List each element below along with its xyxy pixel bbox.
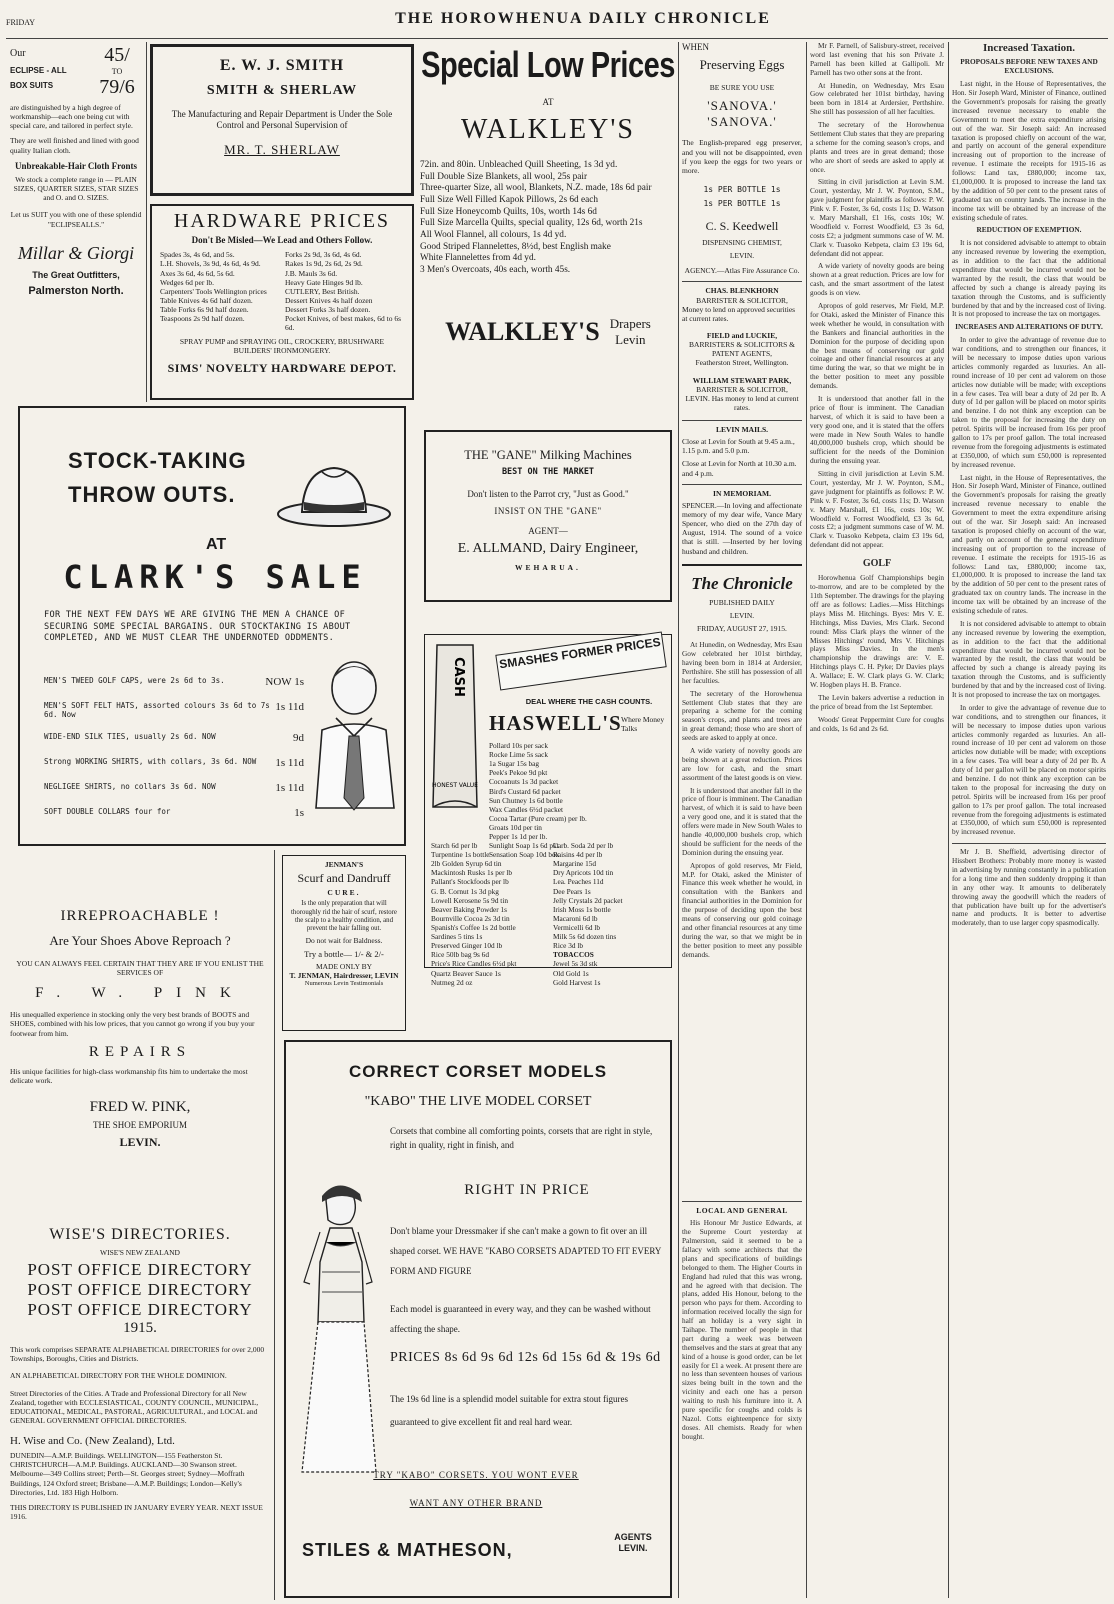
grocery-item: Dee Pears 1s [553, 886, 591, 896]
pink-town: LEVIN. [119, 1135, 161, 1150]
clark-row: MEN'S TWEED GOLF CAPS, were 2s 6d to 3s. NOW 1s [44, 676, 304, 688]
column-four [682, 42, 802, 1600]
grocery-item: Wax Candles 6½d packet [489, 804, 563, 814]
eclipse-firm: Millar & Giorgi [17, 242, 135, 263]
woman-corset-illustration [292, 1172, 386, 1492]
hardware-item: Pocket Knives, of best makes, 6d to 6s 6d. [285, 314, 402, 333]
hardware-title: HARDWARE PRICES [173, 210, 391, 232]
levin-mails: LEVIN MAILS. Close at Levin for South at 9.45 a.m., 1.15 p.m. and 5.0 p.m. Close at Levin for North at 10.30 a.m. and 4 p.m. [682, 420, 802, 478]
col-divider [146, 42, 147, 402]
col-divider [948, 42, 949, 1598]
jenman-made: MADE ONLY BY [315, 961, 373, 971]
clark-rows [44, 672, 304, 823]
pink-name: F. W. PINK [35, 985, 245, 1002]
pink-body2: His unique facilities for high-class workmanship fits him to undertake the most delicate work. [10, 1066, 248, 1085]
clark-title1: STOCK-TAKING [68, 448, 247, 473]
walkleys-town: Levin [615, 332, 646, 348]
chronicle-date: FRIDAY, AUGUST 27, 1915. [697, 624, 787, 634]
gane-town: WEHARUA. [515, 562, 581, 572]
gane-sub: BEST ON THE MARKET [501, 467, 595, 477]
man-in-shirt-illustration [302, 658, 402, 818]
eggs-body: The English-prepared egg preserver, and you will not be disappointed, even if you keep the eggs for two years or more. [682, 138, 802, 175]
eclipse-fronts-head: Unbreakable-Hair Cloth Fronts [14, 160, 137, 171]
eggs-town: LEVIN. [729, 251, 755, 261]
corset-title: CORRECT CORSET MODELS [348, 1062, 608, 1081]
grocery-item: 1a Sugar 15s bag [489, 759, 540, 769]
grocery-item: Preserved Ginger 10d lb [431, 941, 503, 951]
grocery-item: Turpentine 1s bottle [431, 850, 490, 860]
hardware-left-list [160, 250, 279, 332]
hardware-item: Forks 2s 9d, 3s 6d, 4s 6d. [285, 250, 362, 260]
hardware-subtitle: Don't Be Misled—We Lead and Others Follow. [191, 235, 373, 245]
grocery-item: Spanish's Coffee 1s 2d bottle [431, 922, 516, 932]
gane-ad [424, 430, 672, 602]
walkleys-item: Full Double Size Blankets, all wool, 25s pair [420, 171, 588, 182]
wise-body3: Street Directories of the Cities. A Trade and Professional Directory for all New Zealand, together with ECCLESIASTICAL, COUNTY COUNCIL, MUNICIPAL, EDUCATIONAL, MEDICAL, PASTORAL, AGRICULTURAL, and LOCAL and GENERAL GOVERNMENT OFFICIAL DIRECTORIES. [10, 1388, 259, 1425]
hardware-item: Wedges 6d per lb. [160, 277, 214, 287]
clark-title2: THROW OUTS. [68, 482, 236, 507]
grocery-item: Macaroni 6d lb [553, 913, 598, 923]
wise-firm: H. Wise and Co. (New Zealand), Ltd. [10, 1435, 175, 1448]
hardware-item: Spades 3s, 4s 6d, and 5s. [160, 250, 235, 260]
corset-body2: Don't blame your Dressmaker if she can't make a gown to fit over an ill shaped corset. WE HAVE "KABO CORSETS ADAPTED TO FIT EVERY FORM AND FIGURE [390, 1226, 662, 1276]
gane-agent: AGENT— [528, 525, 568, 536]
pink-repairs: REPAIRS [88, 1043, 192, 1060]
walkleys-item: 72in. and 80in. Unbleached Quill Sheeting, 1s 3d yd. [420, 160, 618, 171]
grocery-item: Sardines 5 tins 1s [431, 932, 483, 942]
professional-cards [682, 281, 802, 412]
chronicle-nameplate [682, 564, 802, 633]
hardware-ad [150, 204, 414, 400]
hat-illustration [274, 452, 394, 532]
eggs-name2: 'SANOVA.' [707, 114, 777, 130]
grocery-item: Cocoa Tartar (Pure cream) per lb. [489, 813, 587, 823]
jenman-note: Do not wait for Baldness. [305, 936, 383, 946]
grocery-item: Nutmeg 2d oz [431, 977, 473, 987]
jenman-price: Try a bottle— 1/- & 2/- [304, 948, 384, 959]
haswell-where: Where Money Talks [621, 715, 665, 734]
corset-agents: AGENTS LEVIN. [614, 1532, 652, 1553]
grocery-item: Gold Harvest 1s [553, 977, 601, 987]
grocery-item: Sun Chutney 1s 6d bottle [489, 795, 563, 805]
clarks-sale-ad [18, 406, 406, 846]
hardware-extra: SPRAY PUMP and SPRAYING OIL, CROCKERY, BRUSHWARE BUILDERS' IRONMONGERY. [179, 336, 385, 355]
wise-offices: DUNEDIN—A.M.P. Buildings. WELLINGTON—155 Featherston St. CHRISTCHURCH—A.M.P. Buildings. AUCKLAND—30 Swanson street. Melbourne—349 Collins street; Perth—St. Georges street; Sydney—Moffrath Buildings, 124 Oxford street; Brisbane—A.M.P. Buildings; London—Kelly's Directories, Ltd. 183 High Holborn. [10, 1451, 245, 1497]
eclipse-body1: are distinguished by a high degree of workmanship—each one being cut with special care, and tailored in perfect style. [10, 103, 133, 131]
gane-body: Don't listen to the Parrot cry, "Just as Good." [467, 489, 629, 499]
grocery-item: Rice 50lb bag 9s 6d [431, 950, 489, 960]
grocery-item: Raisins 4d per lb [553, 850, 603, 860]
eclipse-our: Our [10, 48, 26, 59]
grocery-item: Irish Moss 1s bottle [553, 904, 611, 914]
corset-body4: The 19s 6d line is a splendid model suitable for extra stout figures guaranteed to give excellent fit and real hard wear. [390, 1394, 628, 1428]
smith-person: MR. T. SHERLAW [224, 141, 340, 157]
walkleys-ad [420, 44, 676, 404]
corset-price-head: RIGHT IN PRICE [464, 1182, 590, 1198]
card: CHAS. BLENKHORN BARRISTER & SOLICITOR, Money to lend on approved securities at current rates. [682, 286, 796, 323]
grocery-item: Dry Apricots 10d tin [553, 868, 614, 878]
corset-body3: Each model is guaranteed in every way, and they can be washed without affecting the shape. [390, 1304, 651, 1334]
clark-row: MEN'S SOFT FELT HATS, assorted colours 3s 6d to 7s 6d. Now 1s 11d [44, 701, 304, 719]
grocery-item: Carb. Soda 2d per lb [553, 841, 614, 850]
col-divider [806, 42, 807, 1598]
jenman-head: JENMAN'S [324, 860, 364, 869]
corset-sub: "KABO" THE LIVE MODEL CORSET [364, 1094, 592, 1109]
smith-name: E. W. J. SMITH [219, 57, 345, 74]
card: FIELD and LUCKIE, BARRISTERS & SOLICITORS & PATENT AGENTS, Featherston Street, Wellington. [689, 330, 795, 368]
hardware-item: Dessert Forks 3s half dozen. [285, 305, 371, 315]
grocery-item: Jelly Crystals 2d packet [553, 895, 623, 905]
grocery-item: Pallant's Stockfoods per lb [431, 877, 509, 887]
eclipse-all: ECLIPSE - ALL [10, 66, 67, 75]
hardware-item: Heavy Gate Hinges 9d lb. [285, 277, 363, 287]
chronicle-published: PUBLISHED DAILY [709, 597, 775, 607]
hardware-item: Table Knives 4s 6d half dozen. [160, 295, 253, 305]
grocery-item: Peek's Pekoe 9d pkt [489, 768, 548, 778]
walkleys-item: Full Size Honeycomb Quilts, 10s, worth 14s 6d [420, 206, 597, 217]
hardware-item: Table Forks 6s 9d half dozen. [160, 305, 249, 315]
eggs-dispensing: DISPENSING CHEMIST, [702, 237, 782, 247]
pink-enlist: YOU CAN ALWAYS FEEL CERTAIN THAT THEY ARE IF YOU ENLIST THE SERVICES OF [16, 959, 264, 978]
gane-agent-name: E. ALLMAND, Dairy Engineer, [457, 540, 639, 556]
jenman-testimonials: Numerous Levin Testimonials [304, 979, 384, 987]
wise-body1: This work comprises SEPARATE ALPHABETICAL DIRECTORIES for over 2,000 Townships, Boroughs, Cities and Districts. [10, 1345, 265, 1364]
gane-insist: INSIST ON THE "GANE" [494, 506, 602, 517]
hardware-item: Dessert Knives 4s half dozen [285, 295, 373, 305]
walkleys-item: Full Size Well Filled Kapok Pillows, 2s 6d each [420, 195, 599, 206]
grocery-item: Price's Rice Candles 6½d pkt [431, 959, 517, 969]
corset-body1: Corsets that combine all comforting points, corsets that are right in style, right in quality, right in finish, and [390, 1126, 653, 1151]
corset-firm: STILES & MATHESON, [302, 1540, 513, 1560]
walkleys-item: White Flannelettes from 4d yd. [420, 253, 536, 264]
hardware-item: L.H. Shovels, 3s 9d, 4s 6d, 4s 9d. [160, 259, 261, 269]
grocery-item: Milk 5s 6d dozen tins [553, 932, 617, 942]
masthead [0, 0, 1114, 40]
gane-title: THE "GANE" Milking Machines [464, 448, 632, 462]
grocery-item: Sunlight Soap 1s 6d pkt [489, 841, 559, 851]
eggs-when: WHEN [682, 42, 709, 52]
walkleys-item: Good Striped Flannelettes, 8½d, best English make [420, 241, 611, 252]
pink-body1: His unequalled experience in stocking only the very best brands of BOOTS and SHOES, combined with his low prices, that you cannot go wrong if you buy your footwear from him. [10, 1010, 255, 1038]
smith-sherlaw-ad [150, 44, 414, 196]
walkleys-footer-name: WALKLEY'S [445, 317, 600, 347]
haswell-tag: DEAL WHERE THE CASH COUNTS. [525, 697, 653, 706]
eclipse-box-suits: BOX SUITS [10, 81, 54, 91]
grocery-item: Beaver Baking Powder 1s [431, 904, 507, 914]
haswell-left-list [431, 841, 549, 987]
clark-row: NEGLIGEE SHIRTS, no collars 3s 6d. NOW 1s 11d [44, 782, 304, 794]
smith-firm: SMITH & SHERLAW [206, 83, 358, 98]
hardware-item: Carpenters' Tools Wellington prices [160, 286, 267, 296]
grocery-item: Groats 10d per tin [489, 822, 542, 832]
hardware-item: Axes 3s 6d, 4s 6d, 5s 6d. [160, 268, 235, 278]
walkleys-item: 3 Men's Overcoats, 40s each, worth 45s. [420, 264, 571, 275]
eclipse-firm-town: Palmerston North. [28, 284, 124, 297]
smith-body: The Manufacturing and Repair Department is Under the Sole Control and Personal Supervision of [171, 109, 393, 131]
svg-text:CASH: CASH [451, 657, 466, 697]
grocery-item: Cocoanuts 1s 3d packet [489, 777, 559, 787]
eggs-sure: BE SURE YOU USE [709, 83, 775, 93]
corset-want: WANT ANY OTHER BRAND [409, 1498, 543, 1508]
grocery-item: Pepper 1s 1d per lb. [489, 832, 548, 842]
wise-ad [10, 1226, 270, 1600]
grocery-item: G. B. Cornut 1s 3d pkg [431, 886, 499, 896]
corset-try: TRY "KABO" CORSETS. YOU WONT EVER [373, 1470, 579, 1480]
haswell-right-list [553, 841, 669, 987]
clark-row: WIDE-END SILK TIES, usually 2s 6d. NOW 9d [44, 732, 304, 744]
grocery-item: Quartz Beaver Sauce 1s [431, 968, 501, 978]
corset-ad [284, 1040, 672, 1598]
masthead-day: FRIDAY [6, 18, 36, 27]
jenman-ad [282, 855, 406, 1031]
clark-at: AT [206, 536, 227, 553]
grocery-item: Rocke Lime 5s sack [489, 750, 548, 760]
eclipse-price-from: 45/ [104, 44, 130, 66]
haswell-name: HASWELL'S [489, 711, 622, 735]
grocery-item: TOBACCOS [553, 950, 594, 960]
wise-sub: WISE'S NEW ZEALAND [100, 1248, 180, 1257]
eggs-name1: 'SANOVA.' [707, 98, 777, 114]
grocery-item: Lowell Kerosene 5s 9d tin [431, 895, 509, 905]
walkleys-item: Three-quarter Size, all wool, Blankets, N.Z. made, 18s 6d pair [420, 183, 652, 194]
eggs-price2: 1s PER BOTTLE 1s [703, 198, 781, 208]
pink-question: Are Your Shoes Above Reproach ? [49, 933, 231, 948]
walkleys-item: All Wool Flannel, all colours, 1s 4d yd. [420, 229, 567, 240]
masthead-title: THE HOROWHENUA DAILY CHRONICLE [395, 10, 771, 27]
grocery-item: Margarine 15d [553, 859, 597, 869]
wise-body2: AN ALPHABETICAL DIRECTORY FOR THE WHOLE DOMINION. [10, 1371, 227, 1381]
clark-intro: FOR THE NEXT FEW DAYS WE ARE GIVING THE MEN A CHANCE OF SECURING SOME SPECIAL BARGAINS. OUR STOCKTAKING IS ABOUT COMPLETED, AND WE MUST CLEAR THE UNDERNOTED ODDMENTS. [44, 610, 351, 644]
chronicle-town: LEVIN. [729, 610, 755, 620]
col-divider [678, 42, 679, 1598]
hardware-item: Rakes 1s 9d, 2s 6d, 2s 9d. [285, 259, 363, 269]
grocery-item: Bournville Cocoa 2s 3d tin [431, 913, 510, 923]
grocery-item: Rice 3d lb [553, 941, 583, 951]
grocery-item: Jewel 5s 3d stk [553, 959, 598, 969]
hardware-firm: SIMS' NOVELTY HARDWARE DEPOT. [167, 360, 397, 375]
tax-footer: Mr J. B. Sheffield, advertising director of Hissbert Brothers: Probably more money is wasted in advertising by running constantly in a publication for a long time and then suddenly dropping it than in any other way. It amounts to deliberately throwing away the goodwill which the readers of that publication have built up for the advertiser's name and products. It is better to advertise moderately, than to use larger copy spasmodically. [952, 843, 1106, 928]
local-and-general: LOCAL AND GENERAL His Honour Mr Justice Edwards, at the Supreme Court yesterday at Palmerston, said it seemed to be a fallacy with some architects that the plans and specifications of buildings belonged to them. The Higher Courts in England had ruled that this was wrong, and he agreed with that decision. The plans, added His Honour, belong to the person who pays for them. According to information received locally the sign for half an holiday is a very sight in Taihape. The number of people in that part during a week was between themselves and the stars at great that any kind of a house is good order, can be let easily for £1 a week. At present there are no less than seventeen houses of various sizes being built in the town and the vicinity and each one has a person waiting to rush his furniture into it. A pure specific for coughs and colds is Nazol. Cotts eighteenpence for sixty doses. All chemists. Ready for when bought. [682, 1201, 802, 1441]
eggs-agency: AGENCY.—Atlas Fire Assurance Co. [684, 266, 800, 276]
haswell-ad [424, 634, 672, 987]
chronicle-title: The Chronicle [691, 573, 793, 593]
wise-title: WISE'S DIRECTORIES. [49, 1226, 231, 1243]
eclipse-price-to: 79/6 [99, 76, 135, 98]
col-divider [274, 850, 275, 1600]
cash-bag-icon [427, 637, 483, 815]
walkleys-store: WALKLEY'S [461, 114, 635, 146]
hardware-item: CUTLERY, Best British. [285, 286, 360, 296]
pink-title: IRREPROACHABLE ! [60, 908, 220, 924]
grocery-item: Bird's Custard 6d packet [489, 786, 561, 796]
walkleys-item: Full Size Marcella Quilts, special quality, 12s 6d, worth 21s [420, 218, 643, 229]
hardware-item: Teaspoons 2s 9d half dozen. [160, 314, 245, 324]
column-six: Increased Taxation. PROPOSALS BEFORE NEW TAXES AND EXCLUSIONS. Last night, in the House of Representatives, the Hon. Sir Joseph Ward, Minister of Finance, outlined the Government's proposals for raising the greatly increased revenue necessary to enable the Government to meet the extra expenditure arising out of the war. Sir Joseph said: An increased taxation is proposed chiefly on account of the war, and partly on account of the general expenditure increasing out of proportion to the increase of revenue. I estimate the receipts for 1915-16 as follows: Land tax, £880,000; income tax, £1,000,000. It is proposed to increase the land tax by the addition of 50 per cent to the present rates of graduated tax on country lands. The increase in the income tax will be obtained by an increase of the existing schedule of rates. REDUCTION OF EXEMPTION. It is not considered advisable to attempt to obtain any increased revenue by lowering the exemption, as in addition to the fact that the additional expenditure that would be incurred would not be warranted by the result, the class that would be affected by such a change is already paying its taxation through the Customs, and is sufficiently burdened by that and by the increased cost of living. It is not proposed to increase the tax on mortgages. INCREASES AND ALTERATIONS OF DUTY. In order to give the advantage of revenue due to war conditions, and to strengthen our finances, it will be necessary to impose duties upon various articles commonly regarded as luxuries. An all-round increase of 10 per cent ad valorem on those articles now dutiable will be made; with exceptions in a few cases. Tea will bear a duty of 2d per lb. A duty of 1d per gallon will be placed on motor spirits and benzine. I do not think any exception can be taken to the proposal for increasing the duty on petrol. Spirits will be increased from 16s per proof gallon to 17s per proof gallon. The total increased revenue from the foregoing adjustments is estimated at £350,000, of which sum £50,000 is represented by increased revenue. Last night, in the House of Representatives, the Hon. Sir Joseph Ward, Minister of Finance, outlined the Government's proposals for raising the greatly increased revenue necessary to enable the Government to meet the extra expenditure arising out of the war. Sir Joseph said: An increased taxation is proposed chiefly on account of the war, and partly on account of the general expenditure increasing out of proportion to the increase of revenue. I estimate the receipts for 1915-16 as follows: Land tax, £880,000; income tax, £1,000,000. It is proposed to increase the land tax by the addition of 50 per cent to the present rates of graduated tax on country lands. The increase in the income tax will be obtained by an increase of the existing schedule of rates. It is not considered advisable to attempt to obtain any increased revenue by lowering the exemption, as in addition to the fact that the additional expenditure that would be incurred would not be warranted by the result, the class that would be affected by such a change is already paying its taxation through the Customs, and is sufficiently burdened by that and by the increased cost of living. It is not proposed to increase the tax on mortgages. In order to give the advantage of revenue due to war conditions, and to strengthen our finances, it will be necessary to impose duties upon various articles commonly regarded as luxuries. An all-round increase of 10 per cent ad valorem on those articles now dutiable will be made; with exceptions in a few cases. Tea will bear a duty of 2d per lb. A duty of 1d per gallon will be placed on motor spirits and benzine. I do not think any exception can be taken to the proposal for increasing the duty on petrol. Spirits will be increased from 16s per proof gallon to 17s per proof gallon. The total increased revenue from the foregoing adjustments is estimated at £350,000, of which sum £50,000 is represented by increased revenue. Mr J. B. Sheffield, advertising director of Hissbert Brothers: Probably more money is wasted in advertising by running constantly in a publication for a long time and then suddenly dropping it than in any other way. It amounts to deliberately throwing away the goodwill which the readers of that publication have built up for the advertiser's name and products. It is better to advertise moderately, than to use larger copy spasmodically. [952, 42, 1106, 928]
grocery-item: Pollard 10s per sack [489, 741, 548, 750]
wise-pod-3: POST OFFICE DIRECTORY [27, 1300, 253, 1320]
hardware-item: J.B. Mauls 3s 6d. [285, 268, 338, 278]
walkleys-title: Special Low Prices [421, 45, 675, 86]
walkleys-at: AT [542, 97, 554, 107]
wise-footer: THIS DIRECTORY IS PUBLISHED IN JANUARY EVERY YEAR. NEXT ISSUE 1916. [10, 1502, 263, 1521]
tax-head: Increased Taxation. [982, 42, 1076, 54]
corset-prices: PRICES 8s 6d 9s 6d 12s 6d 15s 6d & 19s 6d [390, 1350, 661, 1365]
pink-sub: THE SHOE EMPORIUM [92, 1119, 187, 1130]
svg-text:HONEST VALUE: HONEST VALUE [432, 782, 478, 789]
wise-pod-2: POST OFFICE DIRECTORY [27, 1280, 253, 1300]
eclipse-body2: They are well finished and lined with good quality Italian cloth. [10, 136, 139, 155]
eclipse-firm-sub: The Great Outfitters, [32, 269, 120, 280]
grocery-item: Old Gold 1s [553, 968, 589, 978]
walkleys-drapers: Drapers [609, 316, 651, 332]
clark-row: Strong WORKING SHIRTS, with collars, 3s 6d. NOW 1s 11d [44, 757, 304, 769]
masthead-rule [6, 38, 1108, 39]
tax-increases-head: INCREASES AND ALTERATIONS OF DUTY. [955, 322, 1103, 332]
jenman-maker: T. JENMAN, Hairdresser, LEVIN [289, 970, 399, 980]
eggs-title: Preserving Eggs [699, 57, 785, 73]
hardware-right-list [285, 250, 404, 332]
editorial-filler: At Hunedin, on Wednesday, Mrs Esau Gow celebrated her 101st birthday, having been born in 1814 at Ardersier, Perthshire. She still has possession of all her faculties. The secretary of the Horowhenua Settlement Club states that they are preparing a scheme for the coming season's crops, and plants and trees are in great demand; those who are short of seeds are asked to apply at once. A wide variety of novelty goods are being shown at a great reduction. Prices are low for cash, and the smart assortment of the latest goods is on view. It is understood that another fall in the price of flour is imminent. The Canadian harvest, of which it is said to have been a very good one, and it is stated that the offers were made in New South Wales to handle 40,000,000 bushels crop, which should be sufficient for the needs of the Dominion during the ensuing year. Apropos of gold reserves, Mr Field, M.P. for Otaki, asked the Minister of Finance this week whether he would, in consultation with the Bankers and financial authorities in the Dominion for the purpose of deciding upon the best means of conserving our gold coinage and other financial resources at any time during the war, so that we might be in the better position to meet any possible demands. [682, 640, 802, 959]
pink-ad [10, 908, 270, 1176]
grocery-item: 2lb Golden Syrup 6d tin [431, 859, 502, 869]
grocery-item: Sensation Soap 10d box [489, 850, 560, 860]
jenman-title: Scurf and Dandruff [297, 871, 391, 886]
clark-row: SOFT DOUBLE COLLARS four for 1s [44, 807, 304, 819]
eclipse-fronts-body: We stock a complete range in — PLAIN SIZES, QUARTER SIZES, STAR SIZES and O. and O. SIZES. [13, 174, 139, 203]
grocery-item: Vermicelli 6d lb [553, 922, 601, 932]
eclipse-ad [10, 44, 142, 370]
haswell-banner: SMASHES FORMER PRICES [495, 631, 666, 690]
tax-sub: PROPOSALS BEFORE NEW TAXES AND EXCLUSIONS. [960, 57, 1098, 76]
eggs-ad [682, 42, 802, 275]
column-five: Mr F. Parnell, of Salisbury-street, received word last evening that his son Private J. Parnell has been killed at Gallipoli. Mr Parnell has two other sons at the front. At Hunedin, on Wednesday, Mrs Esau Gow celebrated her 101st birthday, having been born in 1814 at Ardersier, Perthshire. She still has possession of all her faculties. The secretary of the Horowhenua Settlement Club states that they are preparing a scheme for the coming season's crops, and plants and trees are in great demand; those who are short of seeds are asked to apply at once. Sitting in civil jurisdiction at Levin S.M. Court, yesterday, Mr J. W. Poynton, S.M., gave judgment for plaintiffs as follows: P. W. Pink v. F. Foster, 3s 6d, costs 11s; D. Watson v. Mary Marshall, £1 16s, costs 10s; W. Woodfield v. Forrest Woodfield, £3 3s 6d, costs £2; a judgment summons case of W. M. Clark v. Tuasoko Kebpeta, claim £3 19s 6d, defendant did not appear. A wide variety of novelty goods are being shown at a great reduction. Prices are low for cash, and the smart assortment of the latest goods is on view. Apropos of gold reserves, Mr Field, M.P. for Otaki, asked the Minister of Finance this week whether he would, in consultation with the Bankers and financial authorities in the Dominion for the purpose of deciding upon the best means of conserving our gold coinage and other financial resources at any time during the war, so that we might be in the better position to meet any possible demands. It is understood that another fall in the price of flour is imminent. The Canadian harvest, of which it is said to have been a very good one, and it is stated that the offers were made in New South Wales to handle 40,000,000 bushels crop, which should be sufficient for the needs of the Dominion during the ensuing year. Sitting in civil jurisdiction at Levin S.M. Court, yesterday, Mr J. W. Poynton, S.M., gave judgment for plaintiffs as follows: P. W. Pink v. F. Foster, 3s 6d, costs 11s; D. Watson v. Mary Marshall, £1 16s, costs 10s; W. Woodfield v. Forrest Woodfield, £3 3s 6d, costs £2; a judgment summons case of W. M. Clark v. Tuasoko Kebpeta, claim £3 19s 6d, defendant did not appear. GOLF Horowhenua Golf Championships begin to-morrow, and are to be completed by the 11th September. The drawings for the playing off are as follows: Ladies.—Miss Hitchings plays Miss M. Hitchings. Byes: Mrs V. E. Hitchings, Miss Davies, Mrs Clark. Second round: Miss Clark plays the winner of the Misses Hitchings' round, Mrs V. Hitchings plays Miss Davies. In the men's championship the drawings are: V. E. Hitchings plays C. H. Pyke; Dr Davies plays A. Wallace; E. W. Clark plays G. W. Clark; W. Hogben plays H. B. France. The Levin bakers advertise a reduction in the price of bread from the 1st September. Woods' Great Peppermint Cure for coughs and colds, 1s 6d and 2s 6d. [810, 41, 944, 733]
card: WILLIAM STEWART PARK, BARRISTER & SOLICITOR, LEVIN. Has money to lend at current rates. [685, 375, 799, 412]
in-memoriam: IN MEMORIAM. SPENCER.—In loving and affectionate memory of my dear wife, Vance Mary Spencer, who died on the 27th day of August, 1914. The sound of a voice that is still. —Inserted by her loving husband and children. [682, 484, 802, 556]
eclipse-suit-line: Let us SUIT you with one of these splendid "ECLIPSEALLS." [10, 210, 142, 229]
grocery-item: Starch 6d per lb [431, 841, 478, 850]
jenman-body: Is the only preparation that will thoroughly rid the hair of scurf, restore the scalp to a healthy condition, and prevent the hair falling out. [291, 900, 397, 933]
tax-reduction-head: REDUCTION OF EXEMPTION. [976, 225, 1082, 235]
clark-sale-title: CLARK'S SALE [63, 558, 367, 596]
grocery-item: Mackintosh Rusks 1s per lb [431, 868, 513, 878]
eggs-price1: 1s PER BOTTLE 1s [703, 184, 781, 194]
golf-head: GOLF [862, 558, 892, 570]
grocery-item: Lea. Peaches 11d [553, 877, 604, 887]
jenman-cure: CURE. [327, 888, 361, 898]
walkleys-items [420, 160, 676, 276]
eggs-chemist: C. S. Keedwell [705, 218, 779, 233]
wise-year: 1915. [123, 1320, 157, 1337]
pink-firm: FRED W. PINK, [89, 1098, 191, 1115]
wise-pod-1: POST OFFICE DIRECTORY [27, 1260, 253, 1280]
eclipse-to: TO [111, 67, 123, 76]
